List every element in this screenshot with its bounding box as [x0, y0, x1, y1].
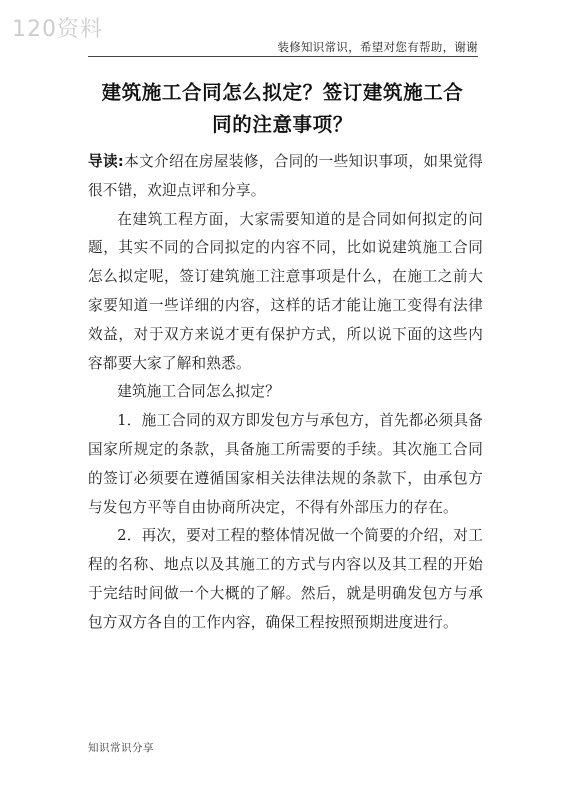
- body-paragraph-intro: 在建筑工程方面，大家需要知道的是合同如何拟定的问题，其实不同的合同拟定的内容不同，比如说建筑施工合同怎么拟定呢，签订建筑施工注意事项是什么，在施工之前大家要知道一些详细的内容，这样的话才能让施工变得有法律效益，对于双方来说才更有保护方式，所以说下面的这些内容都要大家了解和熟悉。: [88, 210, 483, 372]
- lead-paragraph: [88, 148, 483, 206]
- section-heading: 建筑施工合同怎么拟定？: [117, 383, 280, 401]
- body-paragraph-point-2: 2．再次，要对工程的整体情况做一个简要的介绍，对工程的名称、地点以及其施工的方式与内容以及其工程的开始于完结时间做一个大概的了解。然后，就是明确发包方与承包方双方各自的工作内容，确保工程按照预期进度进行。: [88, 527, 483, 631]
- header-note: 装修知识常识，希望对您有帮助，谢谢: [277, 40, 478, 54]
- document-body: [88, 148, 483, 638]
- body-paragraph-point-1: 1．施工合同的双方即发包方与承包方，首先都必须具备国家所规定的条款，具备施工所需要的手续。其次施工合同的签订必须要在遵循国家相关法律法规的条款下，由承包方与发包方平等自由协商所决定，不得有外部压力的存在。: [88, 412, 483, 516]
- footer-note: 知识常识分享: [88, 742, 154, 754]
- lead-text: 本文介绍在房屋装修，合同的一些知识事项，如果觉得很不错，欢迎点评和分享。: [88, 153, 484, 199]
- watermark-logo: 120资料: [12, 17, 103, 42]
- page-title: [60, 77, 505, 141]
- header-divider: [88, 56, 478, 57]
- lead-label: 导读:: [88, 153, 124, 170]
- page-title-line-2: 同的注意事项？: [212, 113, 353, 136]
- page-title-line-1: 建筑施工合同怎么拟定？签订建筑施工合: [101, 81, 464, 104]
